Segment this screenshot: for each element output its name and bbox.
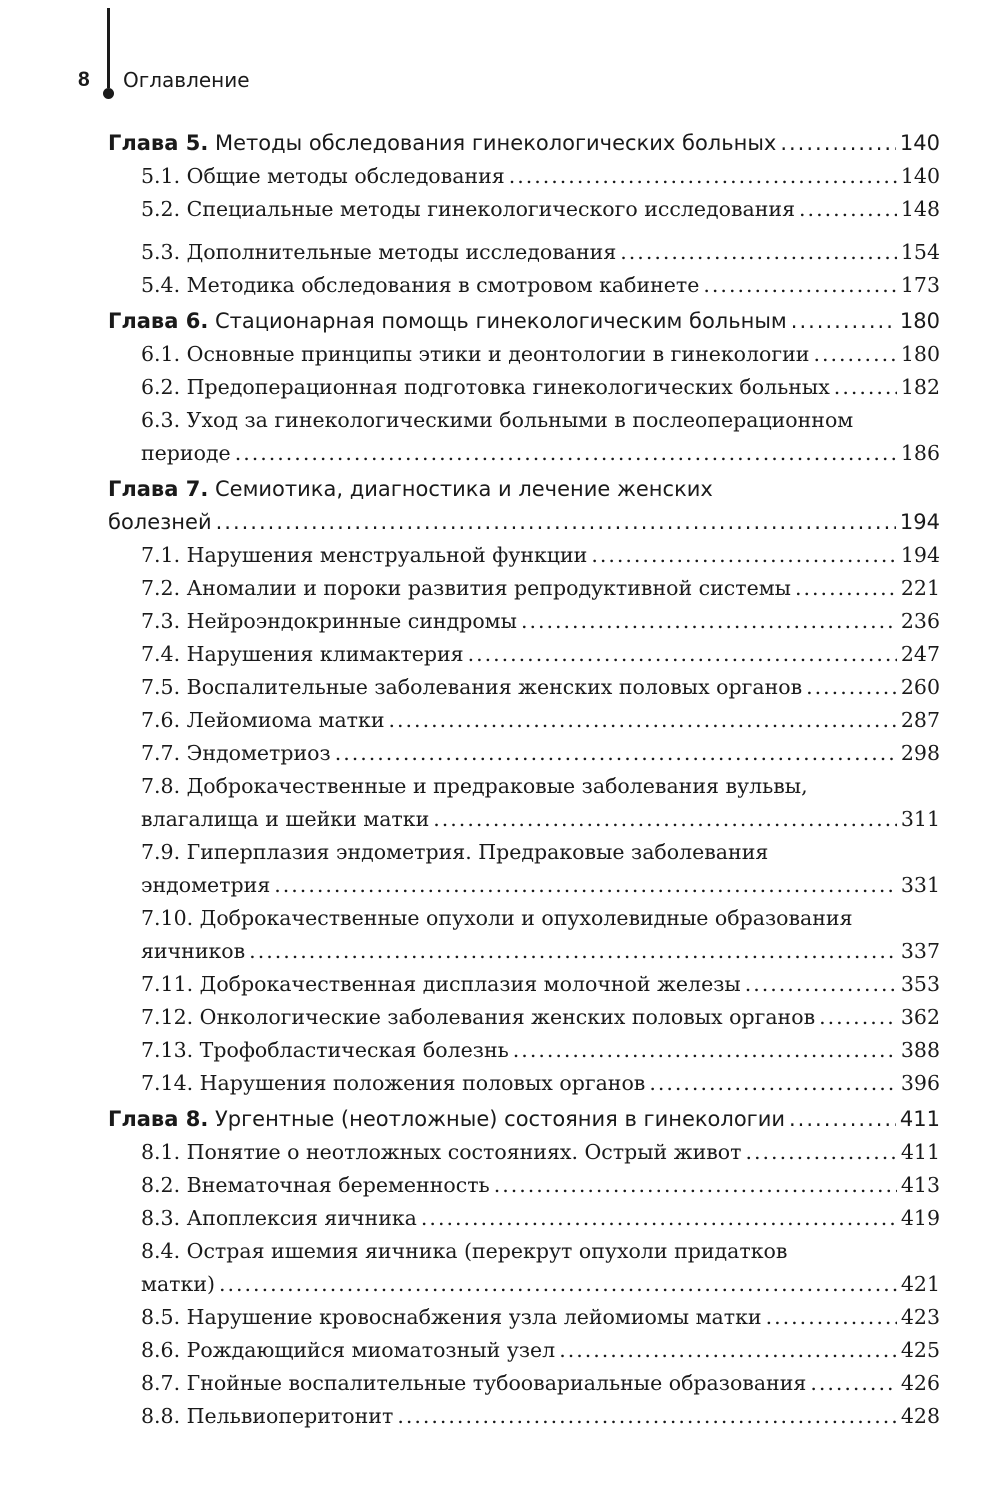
leader-dots [559, 1334, 897, 1367]
page-ref: 194 [899, 510, 940, 534]
section-title: 8.2. Внематочная беременность [141, 1173, 490, 1197]
toc-section-8-3[interactable] [108, 1202, 940, 1235]
leader-dots [389, 704, 897, 737]
toc-section-6-3[interactable] [108, 404, 940, 470]
chapter-title: Ургентные (неотложные) состояния в гинекологии [214, 1107, 785, 1131]
leader-dots [791, 305, 896, 338]
leader-dots [795, 572, 897, 605]
page-ref: 311 [900, 807, 940, 831]
page-ref: 140 [899, 131, 940, 155]
page-ref: 337 [900, 939, 940, 963]
section-title: 7.13. Трофобластическая болезнь [141, 1038, 509, 1062]
chapter-title-line2: болезней [108, 510, 212, 534]
leader-dots [813, 338, 896, 371]
page-ref: 423 [900, 1305, 940, 1329]
leader-dots [789, 1103, 896, 1136]
leader-dots [620, 236, 897, 269]
toc-section-8-7[interactable] [108, 1367, 940, 1400]
page-ref: 247 [900, 642, 940, 666]
toc-chapter-7[interactable] [108, 473, 940, 539]
page-ref: 413 [900, 1173, 940, 1197]
leader-dots [780, 127, 896, 160]
leader-dots [703, 269, 896, 302]
toc-section-8-5[interactable] [108, 1301, 940, 1334]
section-title: 6.1. Основные принципы этики и деонтологии в гинекологии [141, 342, 810, 366]
page-ref: 140 [900, 164, 940, 188]
chapter-title-line1: Семиотика, диагностика и лечение женских [214, 477, 713, 501]
leader-dots [745, 968, 897, 1001]
toc-section-7-6[interactable] [108, 704, 940, 737]
toc-section-7-4[interactable] [108, 638, 940, 671]
leader-dots [249, 935, 897, 968]
chapter-label: Глава 7. [108, 477, 209, 501]
section-title-line1: 8.4. Острая ишемия яичника (перекрут опухоли придатков [141, 1239, 788, 1263]
toc-section-5-1[interactable] [108, 160, 940, 193]
page-ref: 221 [900, 576, 940, 600]
section-title-line2: периоде [141, 441, 231, 465]
page-ref: 388 [900, 1038, 940, 1062]
leader-dots [216, 506, 896, 539]
section-title: 7.4. Нарушения климактерия [141, 642, 464, 666]
toc-chapter-6[interactable] [108, 305, 940, 338]
toc-section-8-4[interactable] [108, 1235, 940, 1301]
page-ref: 425 [900, 1338, 940, 1362]
section-title: 6.2. Предоперационная подготовка гинекологических больных [141, 375, 830, 399]
page-ref: 236 [900, 609, 940, 633]
section-title: 8.6. Рождающийся миоматозный узел [141, 1338, 556, 1362]
toc-section-8-2[interactable] [108, 1169, 940, 1202]
page-ref: 419 [900, 1206, 940, 1230]
leader-dots [335, 737, 897, 770]
toc-section-5-4[interactable] [108, 269, 940, 302]
header-rule [107, 8, 110, 88]
section-title-line2: матки) [141, 1272, 215, 1296]
table-of-contents [108, 124, 940, 1433]
section-title: 8.1. Понятие о неотложных состояниях. Острый живот [141, 1140, 742, 1164]
running-head: Оглавление [123, 68, 250, 92]
leader-dots [649, 1067, 897, 1100]
section-title: 5.3. Дополнительные методы исследования [141, 240, 617, 264]
page-ref: 182 [900, 375, 940, 399]
leader-dots [235, 437, 897, 470]
toc-section-7-9[interactable] [108, 836, 940, 902]
toc-section-7-3[interactable] [108, 605, 940, 638]
toc-section-7-14[interactable] [108, 1067, 940, 1100]
leader-dots [834, 371, 897, 404]
leader-dots [421, 1202, 897, 1235]
section-title: 5.4. Методика обследования в смотровом кабинете [141, 273, 700, 297]
toc-section-7-11[interactable] [108, 968, 940, 1001]
page-ref: 180 [900, 342, 940, 366]
section-title: 8.5. Нарушение кровоснабжения узла лейомиомы матки [141, 1305, 762, 1329]
toc-section-7-12[interactable] [108, 1001, 940, 1034]
page-ref: 180 [899, 309, 940, 333]
section-title-line1: 7.10. Доброкачественные опухоли и опухолевидные образования [141, 906, 853, 930]
chapter-title: Стационарная помощь гинекологическим больным [214, 309, 787, 333]
section-title: 7.1. Нарушения менструальной функции [141, 543, 588, 567]
page-number: 8 [78, 68, 90, 91]
section-title: 7.5. Воспалительные заболевания женских половых органов [141, 675, 803, 699]
leader-dots [521, 605, 897, 638]
page-ref: 148 [900, 197, 940, 221]
section-title-line2: влагалища и шейки матки [141, 807, 430, 831]
toc-chapter-5[interactable] [108, 127, 940, 160]
toc-section-6-1[interactable] [108, 338, 940, 371]
page-ref: 298 [900, 741, 940, 765]
page-ref: 411 [900, 1140, 940, 1164]
leader-dots [513, 1034, 897, 1067]
toc-section-7-8[interactable] [108, 770, 940, 836]
leader-dots [591, 539, 897, 572]
toc-section-7-7[interactable] [108, 737, 940, 770]
page-ref: 411 [899, 1107, 940, 1131]
section-title: 7.6. Лейомиома матки [141, 708, 385, 732]
section-title-line2: яичников [141, 939, 246, 963]
toc-section-7-5[interactable] [108, 671, 940, 704]
chapter-label: Глава 8. [108, 1107, 209, 1131]
toc-section-7-13[interactable] [108, 1034, 940, 1067]
toc-section-8-6[interactable] [108, 1334, 940, 1367]
page-ref: 186 [900, 441, 940, 465]
page-ref: 287 [900, 708, 940, 732]
leader-dots [810, 1367, 897, 1400]
section-title: 7.2. Аномалии и пороки развития репродуктивной системы [141, 576, 791, 600]
page-ref: 428 [900, 1404, 940, 1428]
toc-section-6-2[interactable] [108, 371, 940, 404]
chapter-label: Глава 5. [108, 131, 209, 155]
page-ref: 154 [900, 240, 940, 264]
toc-section-8-8[interactable] [108, 1400, 940, 1433]
page-ref: 426 [900, 1371, 940, 1395]
toc-section-7-1[interactable] [108, 539, 940, 572]
page-ref: 194 [900, 543, 940, 567]
section-title: 5.2. Специальные методы гинекологического исследования [141, 197, 796, 221]
section-title: 7.14. Нарушения положения половых органов [141, 1071, 646, 1095]
section-title: 7.3. Нейроэндокринные синдромы [141, 609, 517, 633]
toc-section-5-2[interactable] [108, 193, 940, 226]
toc-chapter-8[interactable] [108, 1103, 940, 1136]
section-title: 8.7. Гнойные воспалительные тубоовариальные образования [141, 1371, 807, 1395]
page-ref: 260 [900, 675, 940, 699]
section-title-line2: эндометрия [141, 873, 271, 897]
leader-dots [509, 160, 897, 193]
page-ref: 173 [900, 273, 940, 297]
toc-section-7-2[interactable] [108, 572, 940, 605]
section-title-line1: 7.8. Доброкачественные и предраковые заболевания вульвы, [141, 774, 808, 798]
page-ref: 353 [900, 972, 940, 996]
header-dot [103, 88, 114, 99]
section-title-line1: 7.9. Гиперплазия эндометрия. Предраковые заболевания [141, 840, 769, 864]
leader-dots [397, 1400, 897, 1433]
toc-section-5-3[interactable] [108, 236, 940, 269]
leader-dots [819, 1001, 897, 1034]
leader-dots [219, 1268, 897, 1301]
chapter-label: Глава 6. [108, 309, 209, 333]
leader-dots [468, 638, 897, 671]
chapter-title: Методы обследования гинекологических больных [214, 131, 777, 155]
section-title: 7.12. Онкологические заболевания женских половых органов [141, 1005, 816, 1029]
leader-dots [494, 1169, 897, 1202]
page-ref: 362 [900, 1005, 940, 1029]
section-title: 7.11. Доброкачественная дисплазия молочной железы [141, 972, 741, 996]
toc-section-7-10[interactable] [108, 902, 940, 968]
leader-dots [806, 671, 897, 704]
section-title: 8.3. Апоплексия яичника [141, 1206, 417, 1230]
page-ref: 396 [900, 1071, 940, 1095]
leader-dots [433, 803, 897, 836]
section-title-line1: 6.3. Уход за гинекологическими больными в послеоперационном [141, 408, 854, 432]
section-title: 5.1. Общие методы обследования [141, 164, 505, 188]
page-ref: 331 [900, 873, 940, 897]
leader-dots [746, 1136, 897, 1169]
section-title: 7.7. Эндометриоз [141, 741, 331, 765]
leader-dots [766, 1301, 897, 1334]
leader-dots [274, 869, 897, 902]
section-title: 8.8. Пельвиоперитонит [141, 1404, 394, 1428]
leader-dots [799, 193, 897, 226]
toc-section-8-1[interactable] [108, 1136, 940, 1169]
page-ref: 421 [900, 1272, 940, 1296]
